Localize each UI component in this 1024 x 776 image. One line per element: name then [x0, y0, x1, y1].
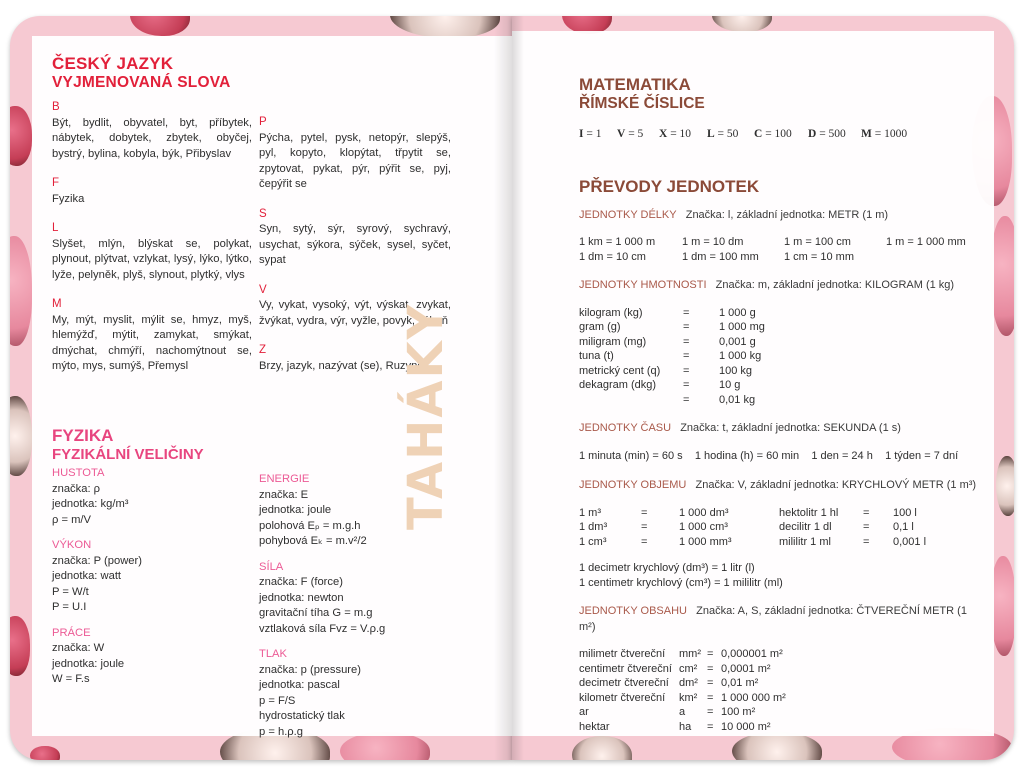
table-row: [579, 705, 786, 720]
butterfly-icon: [572, 736, 632, 760]
quantity-heading: VÝKON: [52, 539, 92, 551]
word-list: My, mýt, myslit, mýlit se, hmyz, myš, hlemýžď, mýtit, zamykat, smýkat, dmýchat, chmýří, nachomýtnout se, mýto, mys, sumýš, Přemysl: [52, 313, 252, 372]
math-title: MATEMATIKA: [579, 75, 691, 94]
letter-heading: F: [52, 177, 60, 189]
table-cell: miligram (mg): [579, 335, 647, 348]
quantity-heading: HUSTOTA: [52, 467, 105, 479]
table-cell: 1 m = 10 dm: [682, 236, 744, 248]
area-header: [579, 604, 979, 635]
quantity-heading: TLAK: [259, 648, 287, 660]
area-table: [579, 647, 786, 734]
butterfly-icon: [996, 456, 1014, 516]
quantity-line: jednotka: newton: [259, 591, 344, 604]
table-row: [579, 720, 786, 735]
time-header: [579, 421, 979, 437]
table-cell: 0,01 kg: [719, 393, 756, 406]
quantity-line: p = F/S: [259, 694, 296, 707]
unit-heading: JEDNOTKY HMOTNOSTI: [579, 279, 707, 291]
table-cell: 1 m³: [579, 506, 601, 519]
length-header: [579, 208, 979, 224]
table-cell: ha: [679, 720, 692, 733]
table-cell: =: [641, 506, 648, 519]
table-cell: metrický cent (q): [579, 364, 661, 377]
table-cell: centimetr čtvereční: [579, 662, 672, 675]
table-row: [579, 676, 786, 691]
table-cell: 1 cm³: [579, 535, 607, 548]
quantity-line: gravitační tíha G = m.g: [259, 607, 373, 619]
time-item: 1 den = 24 h: [811, 449, 873, 462]
table-row: [579, 320, 765, 335]
physics-title: FYZIKA: [52, 426, 114, 445]
table-row: [579, 335, 765, 350]
table-cell: =: [707, 706, 714, 718]
butterfly-icon: [732, 732, 822, 760]
table-cell: decilitr 1 dl: [779, 521, 832, 533]
quantity-line: značka: ρ: [52, 482, 101, 495]
quantity-line: P = U.I: [52, 601, 87, 613]
table-cell: milimetr čtvereční: [579, 648, 666, 660]
table-cell: a: [679, 706, 686, 718]
volume-notes: [579, 561, 979, 590]
word-list: Pýcha, pytel, pysk, netopýr, slepýš, pyl, kopyto, klopýtat, třpytit se, zpytovat, pykat, pýr, pýřit se, pyj, čepýřit se: [259, 131, 451, 190]
table-cell: mm²: [679, 648, 701, 660]
tahaky-watermark: TAHÁKY: [398, 302, 454, 530]
roman-numeral: V = 5: [617, 128, 644, 140]
unit-heading: JEDNOTKY OBJEMU: [579, 479, 687, 491]
quantity-line: vztlaková síla Fvz = V.ρ.g: [259, 622, 386, 635]
table-cell: 1 000 cm³: [679, 521, 728, 533]
letter-heading: M: [52, 298, 62, 310]
length-table: [579, 235, 966, 264]
volume-table: [579, 506, 926, 550]
table-row: [579, 235, 966, 250]
table-cell: cm²: [679, 662, 698, 675]
table-row: [579, 647, 786, 662]
time-conversions: [579, 449, 979, 465]
quantity-line: jednotka: watt: [52, 570, 122, 582]
table-cell: [886, 250, 966, 265]
table-row: [579, 662, 786, 677]
table-cell: =: [683, 335, 690, 348]
table-cell: =: [641, 535, 648, 548]
quantity-heading: ENERGIE: [259, 473, 310, 485]
math-subtitle: ŘÍMSKÉ ČÍSLICE: [579, 95, 705, 112]
table-cell: mililitr 1 ml: [779, 535, 831, 548]
word-list: Syn, sytý, sýr, syrový, sychravý, usychat, sýkora, sýček, sysel, syčet, sypat: [259, 223, 451, 266]
quantity-line: jednotka: joule: [52, 657, 125, 670]
table-row: [579, 349, 765, 364]
roman-numeral: C = 100: [754, 128, 792, 140]
quantity-line: pohybová Eₖ = m.v²/2: [259, 535, 367, 547]
quantity-line: jednotka: joule: [259, 504, 332, 516]
table-row: [579, 691, 786, 706]
quantity-line: značka: W: [52, 642, 105, 654]
letter-heading: L: [52, 222, 59, 234]
quantity-heading: SÍLA: [259, 560, 284, 573]
unit-heading: JEDNOTKY DÉLKY: [579, 208, 677, 221]
quantity-line: značka: F (force): [259, 576, 343, 588]
quantity-line: jednotka: pascal: [259, 679, 340, 691]
roman-numeral: L = 50: [707, 128, 739, 140]
time-item: 1 minuta (min) = 60 s: [579, 449, 683, 462]
table-row: [579, 378, 765, 393]
unit-note: Značka: V, základní jednotka: KRYCHLOVÝ METR (1 m³): [695, 479, 977, 491]
butterfly-icon: [130, 16, 190, 36]
table-cell: =: [707, 720, 714, 733]
table-cell: 0,0001 m²: [721, 662, 771, 675]
volume-header: [579, 478, 979, 494]
word-list: Fyzika: [52, 192, 85, 205]
table-cell: [579, 393, 683, 408]
roman-numeral: M = 1000: [861, 128, 908, 140]
table-cell: km²: [679, 691, 698, 704]
physics-section: [52, 426, 252, 688]
table-cell: tuna (t): [579, 350, 614, 362]
quantity-heading: PRÁCE: [52, 626, 91, 639]
table-row: [579, 306, 765, 321]
time-item: 1 hodina (h) = 60 min: [694, 449, 800, 462]
unit-note: Značka: l, základní jednotka: METR (1 m): [685, 208, 889, 221]
table-cell: dekagram (dkg): [579, 379, 657, 391]
roman-numeral: X = 10: [659, 128, 692, 140]
table-cell: dm²: [679, 677, 698, 689]
table-cell: 1 000 dm³: [679, 506, 729, 519]
table-cell: =: [683, 350, 690, 362]
table-cell: ar: [579, 706, 589, 718]
conversions-title: PŘEVODY JEDNOTEK: [579, 176, 760, 196]
czech-subtitle: VYJMENOVANÁ SLOVA: [52, 74, 231, 91]
letter-heading: B: [52, 101, 60, 113]
table-cell: 100 kg: [719, 364, 753, 377]
table-row: [579, 250, 966, 265]
gutter-shadow: [512, 16, 524, 760]
table-cell: 1 dm³: [579, 521, 608, 533]
unit-heading: JEDNOTKY OBSAHU: [579, 605, 687, 617]
quantity-line: W = F.s: [52, 673, 90, 685]
table-cell: kilogram (kg): [579, 306, 643, 319]
table-cell: decimetr čtvereční: [579, 677, 669, 689]
table-cell: hektar: [579, 720, 610, 733]
table-cell: 1 000 mg: [719, 321, 765, 333]
table-row: [579, 393, 765, 408]
quantity-line: hydrostatický tlak: [259, 710, 345, 722]
roman-numerals: [579, 127, 979, 143]
table-cell: =: [707, 648, 714, 660]
time-item: 1 týden = 7 dní: [885, 449, 959, 462]
quantity-line: jednotka: kg/m³: [52, 498, 129, 510]
table-cell: 0,000001 m²: [721, 648, 783, 660]
table-cell: =: [683, 379, 690, 391]
quantity-line: značka: P (power): [52, 554, 142, 567]
word-list: Vy, vykat, vysoký, výt, výskat, zvykat, žvýkat, vydra, výr, vyžle, povyk, výheň: [259, 299, 451, 327]
table-cell: 10 g: [719, 379, 741, 391]
quantity-line: značka: E: [259, 488, 309, 501]
table-row: [579, 520, 926, 535]
word-list: Brzy, jazyk, nazývat (se), Ruzyně: [259, 359, 424, 372]
unit-note: Značka: A, S, základní jednotka: ČTVEREČNÍ METR (1 m²): [579, 605, 967, 633]
mass-header: [579, 278, 979, 294]
unit-note: Značka: m, základní jednotka: KILOGRAM (1 kg): [715, 279, 955, 291]
unit-heading: JEDNOTKY ČASU: [579, 422, 672, 434]
butterfly-icon: [10, 236, 32, 346]
table-row: [579, 535, 926, 550]
table-cell: 0,01 m²: [721, 677, 759, 689]
table-cell: 1 000 mm³: [679, 535, 732, 548]
butterfly-icon: [30, 746, 60, 760]
table-cell: =: [707, 662, 714, 675]
quantity-line: značka: p (pressure): [259, 663, 361, 676]
butterfly-icon: [712, 16, 772, 32]
table-cell: 1 dm = 100 mm: [682, 250, 759, 263]
roman-numeral: I = 1: [579, 128, 602, 140]
word-list: Být, bydlit, obyvatel, byt, příbytek, nábytek, dobytek, zbytek, obyčej, bystrý, bylina, kobyla, býk, Přibyslav: [52, 116, 252, 160]
table-cell: gram (g): [579, 321, 621, 333]
roman-numeral: D = 500: [808, 128, 846, 140]
table-cell: =: [863, 521, 870, 533]
table-cell: 100 m²: [721, 706, 756, 718]
physics-subtitle: FYZIKÁLNÍ VELIČINY: [52, 446, 204, 463]
czech-section: [52, 54, 252, 375]
letter-heading: Z: [259, 344, 267, 356]
table-cell: 1 000 g: [719, 306, 756, 319]
math-section: [579, 75, 979, 734]
table-cell: kilometr čtvereční: [579, 691, 666, 704]
table-cell: =: [863, 506, 870, 519]
volume-note: 1 centimetr krychlový (cm³) = 1 mililitr (ml): [579, 576, 783, 589]
unit-note: Značka: t, základní jednotka: SEKUNDA (1 s): [680, 422, 901, 434]
letter-heading: S: [259, 207, 267, 220]
table-cell: =: [683, 364, 690, 377]
quantity-line: polohová Eₚ = m.g.h: [259, 519, 361, 532]
table-cell: 0,1 l: [893, 521, 914, 533]
table-cell: =: [863, 535, 870, 548]
right-page: [512, 16, 1014, 760]
table-row: [579, 506, 926, 521]
table-cell: 1 m = 1 000 mm: [886, 236, 966, 248]
table-row: [579, 364, 765, 379]
butterfly-icon: [10, 106, 32, 166]
table-cell: 1 km = 1 000 m: [579, 236, 656, 248]
table-cell: 1 000 000 m²: [721, 691, 786, 704]
table-cell: =: [707, 677, 714, 689]
volume-note: 1 decimetr krychlový (dm³) = 1 litr (l): [579, 562, 755, 574]
letter-heading: P: [259, 116, 267, 128]
right-content-panel: [512, 31, 994, 736]
table-cell: =: [683, 306, 690, 319]
table-cell: 0,001 l: [893, 535, 927, 548]
table-cell: 1 000 kg: [719, 350, 762, 362]
quantity-line: ρ = m/V: [52, 513, 92, 526]
table-cell: 1 cm = 10 mm: [784, 250, 854, 263]
table-cell: =: [683, 321, 690, 333]
table-cell: hektolitr 1 hl: [779, 506, 839, 519]
table-cell: 1 dm = 10 cm: [579, 250, 646, 263]
word-list: Slyšet, mlýn, blýskat se, polykat, plynout, plýtvat, vzlykat, lysý, lýko, lýtko, lyže, pelyněk, plyš, slynout, plytký, vlys: [52, 237, 252, 281]
quantity-line: p = h.ρ.g: [259, 725, 303, 738]
table-cell: 0,001 g: [719, 335, 756, 348]
table-cell: 1 m = 100 cm: [784, 236, 851, 248]
table-cell: 10 000 m²: [721, 720, 771, 733]
butterfly-icon: [10, 396, 32, 476]
table-cell: =: [683, 393, 690, 406]
butterfly-icon: [10, 616, 30, 676]
butterfly-icon: [390, 16, 500, 38]
table-cell: =: [641, 521, 648, 533]
letter-heading: V: [259, 283, 267, 296]
czech-title: ČESKÝ JAZYK: [52, 54, 174, 73]
table-cell: =: [707, 691, 714, 704]
table-cell: 100 l: [893, 506, 917, 519]
mass-table: [579, 306, 765, 408]
quantity-line: P = W/t: [52, 585, 89, 598]
gutter-shadow: [494, 16, 512, 760]
